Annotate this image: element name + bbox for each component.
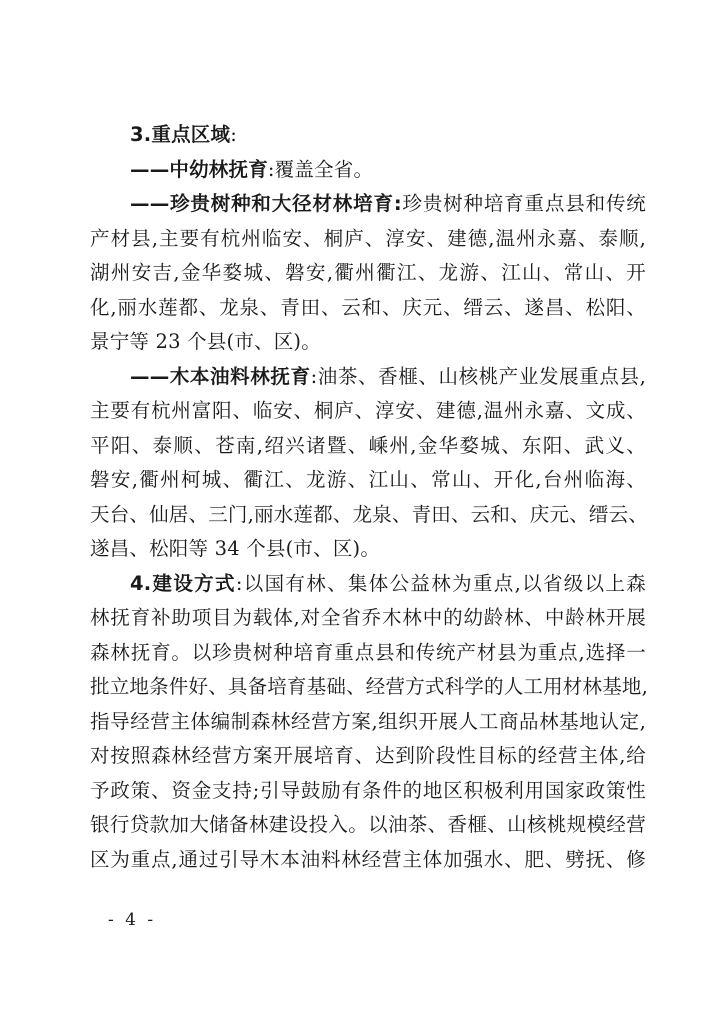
section-3-title: 3.重点区域	[130, 123, 231, 146]
item-middle-young-forest	[90, 153, 646, 188]
section-3-colon: :	[230, 123, 237, 146]
item-precious-species-text-1: 珍贵树种培育重点县和传统	[401, 192, 646, 215]
section-4-line-7: 予政策、资金支持;引导鼓励有条件的地区积极利用国家政策性	[90, 778, 646, 802]
item-woody-oil-line-5: 天台、仙居、三门,丽水莲都、龙泉、青田、云和、庆元、缙云、	[90, 502, 648, 526]
section-4-line-3: 森林抚育。以珍贵树种培育重点县和传统产材县为重点,选择一	[90, 640, 646, 664]
item-middle-young-forest-label: ——中幼林抚育	[130, 157, 268, 181]
section-4-line-1	[90, 567, 646, 602]
section-3-heading	[90, 118, 646, 153]
item-woody-oil-text-1: :油茶、香榧、山核桃产业发展重点县,	[310, 364, 646, 388]
page-number: - 4 -	[108, 910, 157, 930]
item-precious-species-line-4: 化,丽水莲都、龙泉、青田、云和、庆元、缙云、遂昌、松阳、	[90, 295, 646, 319]
item-woody-oil-line-6: 遂昌、松阳等 34 个县(市、区)。	[90, 537, 381, 560]
item-precious-species-line-5: 景宁等 23 个县(市、区)。	[90, 330, 321, 353]
item-precious-species-line-2: 产材县,主要有杭州临安、桐庐、淳安、建德,温州永嘉、泰顺,	[90, 226, 646, 250]
item-woody-oil-line-3: 平阳、泰顺、苍南,绍兴诸暨、嵊州,金华婺城、东阳、武义、	[90, 433, 646, 457]
section-4-line-8: 银行贷款加大储备林建设投入。以油茶、香榧、山核桃规模经营	[90, 813, 646, 836]
item-woody-oil-line-2: 主要有杭州富阳、临安、桐庐、淳安、建德,温州永嘉、文成、	[90, 399, 646, 422]
section-4-title: 4.建设方式	[130, 571, 236, 595]
section-4-line-2: 林抚育补助项目为载体,对全省乔木林中的幼龄林、中龄林开展	[90, 606, 646, 629]
section-4-line-4: 批立地条件好、具备培育基础、经营方式科学的人工用材林基地,	[90, 675, 648, 698]
item-woody-oil-line-4: 磐安,衢州柯城、衢江、龙游、江山、常山、开化,台州临海、	[90, 468, 646, 491]
section-4-text-1: :以国有林、集体公益林为重点,以省级以上森	[235, 571, 647, 595]
item-precious-species-line-3: 湖州安吉,金华婺城、磐安,衢州衢江、龙游、江山、常山、开	[90, 261, 646, 284]
item-precious-species-line-1	[90, 187, 646, 222]
item-woody-oil-label: ——木本油料林抚育	[130, 364, 311, 388]
section-4-line-5: 指导经营主体编制森林经营方案,组织开展人工商品林基地认定,	[90, 709, 646, 733]
item-woody-oil-line-1	[90, 360, 646, 395]
item-precious-species-label: ——珍贵树种和大径材林培育:	[130, 192, 402, 215]
document-body	[90, 118, 646, 877]
item-middle-young-forest-text: :覆盖全省。	[267, 157, 374, 181]
section-4-line-9: 区为重点,通过引导木本油料林经营主体加强水、肥、劈抚、修	[90, 847, 646, 871]
section-4-line-6: 对按照森林经营方案开展培育、达到阶段性目标的经营主体,给	[90, 744, 646, 767]
